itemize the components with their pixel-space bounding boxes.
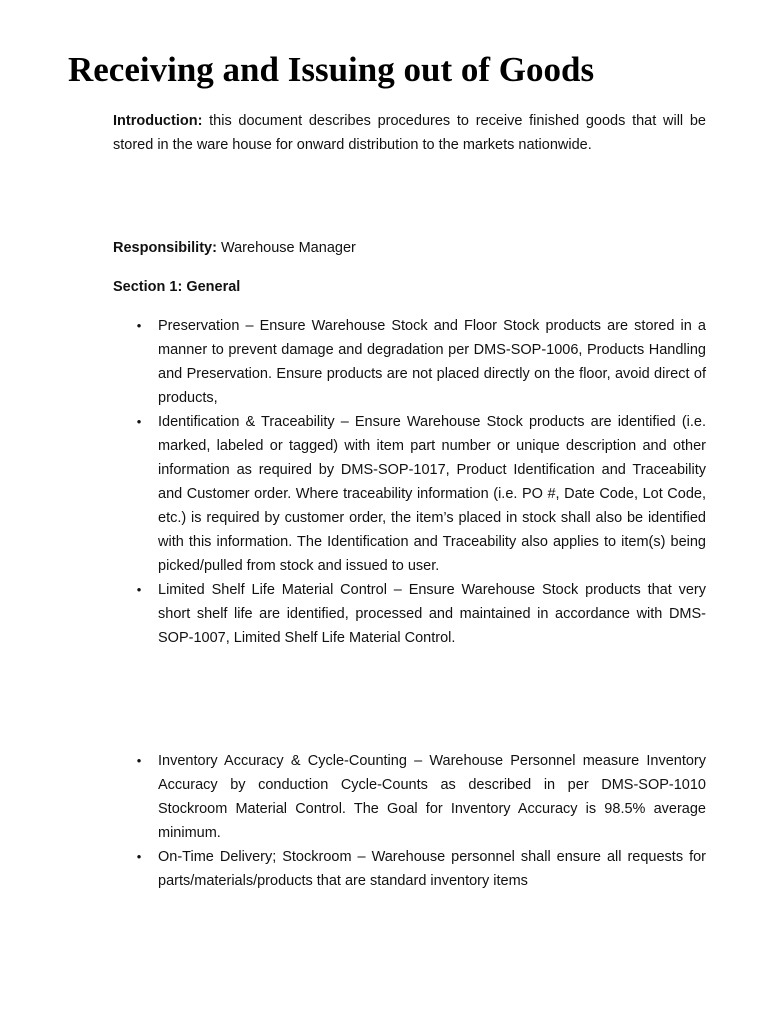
introduction-label: Introduction:: [113, 113, 203, 129]
list-item: [113, 410, 706, 578]
bullet-icon: •: [136, 753, 142, 768]
document-title: Receiving and Issuing out of Goods: [68, 50, 595, 89]
list-item: [113, 314, 706, 410]
list-item-text: Inventory Accuracy & Cycle-Counting – Warehouse Personnel measure Inventory Accuracy by conduction Cycle-Counts as described in per DMS-SOP-1010 Stockroom Material Control. The Goal for Inventory Accuracy is 98.5% average minimum.: [158, 753, 706, 841]
bullet-icon: •: [136, 318, 142, 333]
bullet-list-general: [113, 314, 706, 650]
bullet-icon: •: [136, 849, 142, 864]
list-item: [113, 749, 706, 845]
list-item: [113, 845, 706, 893]
bullet-icon: •: [136, 582, 142, 597]
section-heading: Section 1: General: [113, 279, 241, 295]
list-item-text: Preservation – Ensure Warehouse Stock and Floor Stock products are stored in a manner to prevent damage and degradation per DMS-SOP-1006, Products Handling and Preservation. Ensure products are not placed directly on the floor, avoid direct of products,: [158, 318, 706, 406]
introduction-paragraph: [113, 109, 706, 157]
list-item: [113, 578, 706, 650]
bullet-list-inventory: [113, 749, 706, 893]
introduction-text: this document describes procedures to receive finished goods that will be stored in the ware house for onward distribution to the markets nationwide.: [113, 113, 706, 153]
list-item-text: Identification & Traceability – Ensure Warehouse Stock products are identified (i.e. marked, labeled or tagged) with item part number or unique description and other information as required by DMS-SOP-1017, Product Identification and Traceability and Customer order. Where traceability information (i.e. PO #, Date Code, Lot Code, etc.) is required by customer order, the item’s placed in stock shall also be identified with this information. The Identification and Traceability also applies to item(s) being picked/pulled from stock and issued to user.: [158, 414, 706, 574]
responsibility-line: [113, 236, 356, 260]
responsibility-text: Warehouse Manager: [216, 240, 356, 256]
list-item-text: Limited Shelf Life Material Control – Ensure Warehouse Stock products that very short shelf life are identified, processed and maintained in accordance with DMS-SOP-1007, Limited Shelf Life Material Control.: [158, 582, 706, 646]
responsibility-label: Responsibility:: [113, 240, 217, 256]
bullet-icon: •: [136, 414, 142, 429]
list-item-text: On-Time Delivery; Stockroom – Warehouse personnel shall ensure all requests for parts/materials/products that are standard inventory items: [158, 849, 706, 889]
